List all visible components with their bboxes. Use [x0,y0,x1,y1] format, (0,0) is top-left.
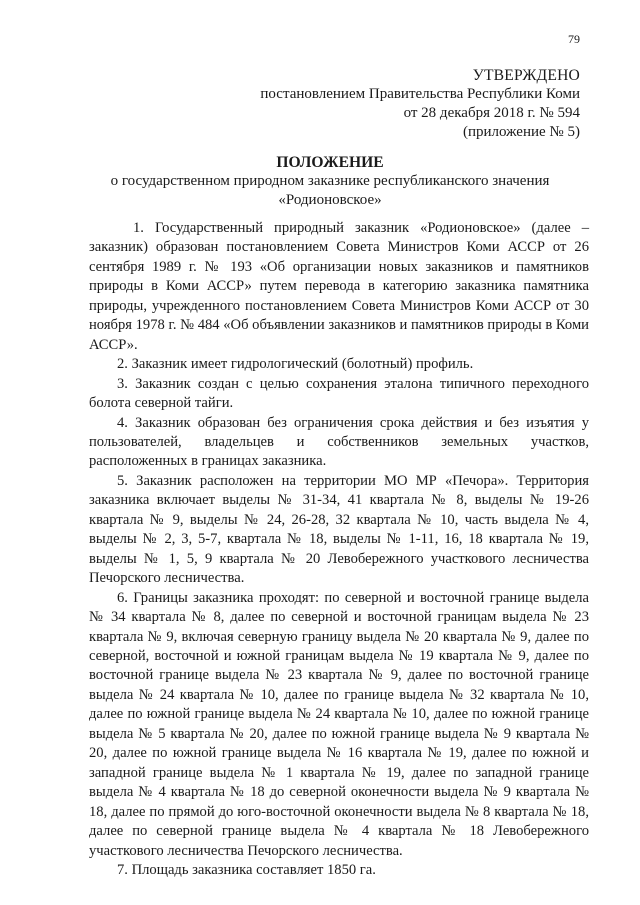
paragraph-3: 3. Заказник создан с целью сохранения эталона типичного переходного болота северной тайги. [89,375,589,412]
paragraph-5: 5. Заказник расположен на территории МО МР «Печора». Территория заказника включает выделы № 31-34, 41 квартала № 8, выделы № 19-26 квартала № 9, выделы № 24, 26-28, 32 квартала № 10, часть выдела № 4, выделы № 2, 3, 5-7, квартала № 18, выделы № 1-11, 16, 18 квартала № 19, выделы № 1, 5, 9 квартала № 20 Левобережного участкового лесничества Печорского лесничества. [89,472,589,587]
paragraph-1: 1. Государственный природный заказник «Родионовское» (далее – заказник) образован постановлением Совета Министров Коми АССР от 26 сентября 1989 г. № 193 «Об организации новых заказников и памятников природы в Коми АССР» путем перевода в категорию заказника памятника природы, учрежденного постановлением Совета Министров Коми АССР от 30 ноября 1978 г. № 484 «Об объявлении заказников и памятников природы в Коми АССР». [89,220,589,353]
paragraph-4: 4. Заказник образован без ограничения срока действия и без изъятия у пользователей, владельцев и собственников земельных участков, расположенных в границах заказника. [89,414,589,470]
paragraph-7: 7. Площадь заказника составляет 1850 га. [117,861,376,878]
paragraph-6: 6. Границы заказника проходят: по северной и восточной границе выдела № 34 квартала № 8, далее по северной и восточной границам выдела № 23 квартала № 9, включая северную границу выдела № 20 квартала № 9, далее по северной, восточной и южной границам выдела № 19 квартала № 9, далее по восточной границе выдела № 23 квартала № 9, далее по восточной границе выдела № 24 квартала № 10, далее по границе выдела № 32 квартала № 10, далее по южной границе выдела № 24 квартала № 10, далее по южной границе выдела № 5 квартала № 20, далее по южной границе выдела № 9 квартала № 20, далее по южной границе выдела № 16 квартала № 19, далее по южной и западной границе выдела № 1 квартала № 19, далее по западной границе выдела № 4 квартала № 18 до северной оконечности выдела № 9 квартала № 18, далее по прямой до юго-восточной оконечности выдела № 8 квартала № 18, далее по северной границе выдела № 4 квартала № 18 Левобережного участкового лесничества Печорского лесничества. [89,589,589,859]
document-title: ПОЛОЖЕНИЕ [276,154,384,171]
document-subtitle-line-1: о государственном природном заказнике республиканского значения [110,173,550,189]
approval-line-1: постановлением Правительства Республики Коми [260,86,580,102]
document-body [89,219,589,880]
approval-heading: УТВЕРЖДЕНО [472,67,580,84]
document-subtitle-line-2: «Родионовское» [278,192,382,208]
approval-line-2: от 28 декабря 2018 г. № 594 [403,105,580,121]
approval-stamp [160,66,580,142]
approval-line-3: (приложение № 5) [462,124,580,140]
paragraph-2: 2. Заказник имеет гидрологический (болотный) профиль. [117,356,474,373]
document-title-block [60,153,600,210]
page-number: 79 [568,32,580,46]
